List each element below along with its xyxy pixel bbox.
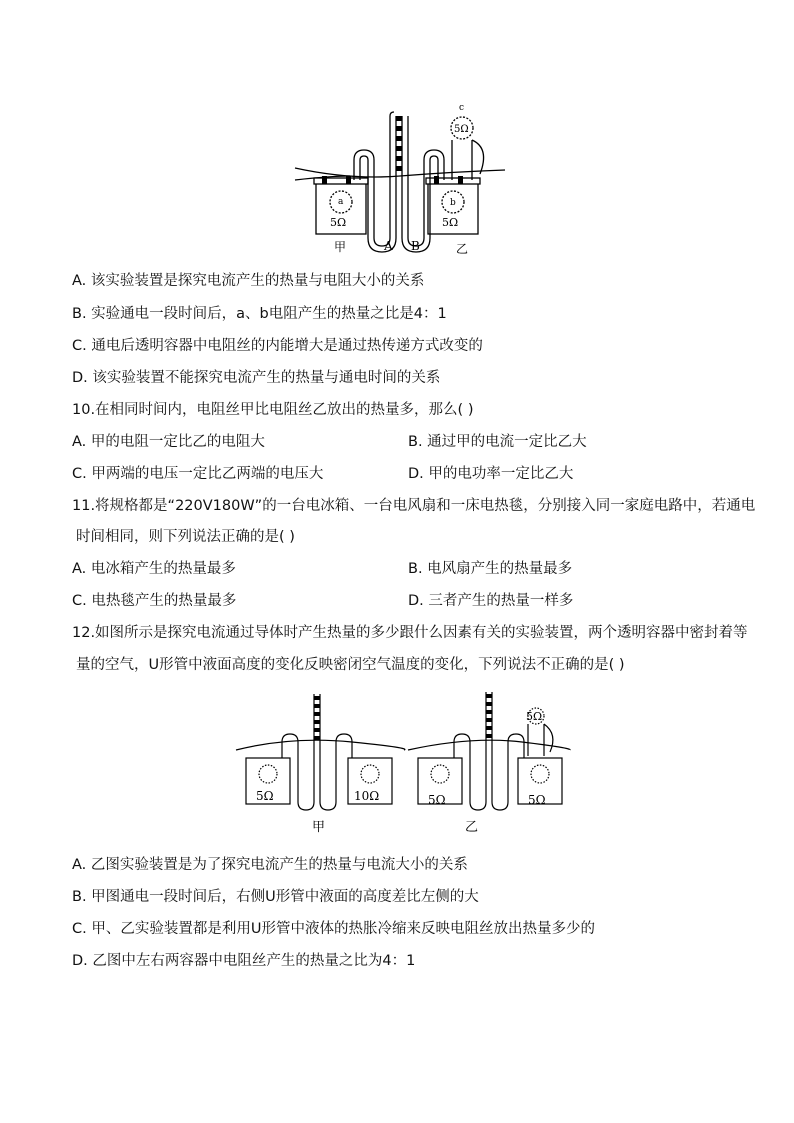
yi-left-r: 5Ω [428,793,446,807]
r-b-value: 5Ω [442,216,459,229]
label-A: A [384,239,393,253]
label-jia-2: 甲 [312,820,326,835]
q11-stem-line2: 时间相同，则下列说法正确的是( ) [76,529,295,545]
label-yi-2: 乙 [465,820,479,835]
figure-2-svg [232,686,572,838]
label-yi: 乙 [456,242,469,256]
r-a-value: 5Ω [330,216,347,229]
q12-stem-line1: 12.如图所示是探究电流通过导体时产生热量的多少跟什么因素有关的实验装置，两个透明容器中密封着等 [72,625,748,641]
figure-2-apparatus [232,686,572,838]
yi-top-r: 5Ω [526,710,543,723]
label-a: a [338,197,344,207]
label-c: c [459,103,465,113]
q10-option-a: A. 甲的电阻一定比乙的电阻大 [72,434,265,450]
yi-wire [408,740,570,750]
q11-option-a: A. 电冰箱产生的热量最多 [72,561,236,577]
jia-left-r: 5Ω [256,789,274,803]
q10-option-b: B. 通过甲的电流一定比乙大 [408,434,587,450]
q12-option-d: D. 乙图中左右两容器中电阻丝产生的热量之比为4：1 [72,953,416,969]
q11-option-d: D. 三者产生的热量一样多 [408,593,574,609]
q10-stem: 10.在相同时间内，电阻丝甲比电阻丝乙放出的热量多，那么( ) [72,402,474,418]
figure-1-apparatus [290,98,510,258]
q10-option-d: D. 甲的电功率一定比乙大 [408,466,574,482]
resistor-c-leads [452,140,472,180]
label-b: b [450,198,456,208]
label-jia: 甲 [334,240,347,254]
q11-option-b: B. 电风扇产生的热量最多 [408,561,573,577]
q12-option-c: C. 甲、乙实验装置都是利用U形管中液体的热胀冷缩来反映电阻丝放出热量多少的 [72,921,595,937]
yi-right-r: 5Ω [528,793,546,807]
q9-option-d: D. 该实验装置不能探究电流产生的热量与通电时间的关系 [72,370,441,386]
label-B: B [411,239,420,253]
figure-1-svg [290,98,510,258]
q9-option-c: C. 通电后透明容器中电阻丝的内能增大是通过热传递方式改变的 [72,338,483,354]
q9-option-b: B. 实验通电一段时间后，a、b电阻产生的热量之比是4：1 [72,306,447,322]
q12-option-a: A. 乙图实验装置是为了探究电流产生的热量与电流大小的关系 [72,857,468,873]
q10-option-c: C. 甲两端的电压一定比乙两端的电压大 [72,466,324,482]
q12-option-b: B. 甲图通电一段时间后，右侧U形管中液面的高度差比左侧的大 [72,889,479,905]
jia-right-r: 10Ω [354,789,380,803]
q12-stem-line2: 量的空气，U形管中液面高度的变化反映密闭空气温度的变化，下列说法不正确的是( ) [76,657,625,673]
q11-option-c: C. 电热毯产生的热量最多 [72,593,237,609]
r-c-value: 5Ω [454,124,469,135]
q9-option-a: A. 该实验装置是探究电流产生的热量与电阻大小的关系 [72,273,425,289]
q11-stem-line1: 11.将规格都是“220V180W”的一台电冰箱、一台电风扇和一床电热毯，分别接入同一家庭电路中，若通电 [72,498,756,514]
